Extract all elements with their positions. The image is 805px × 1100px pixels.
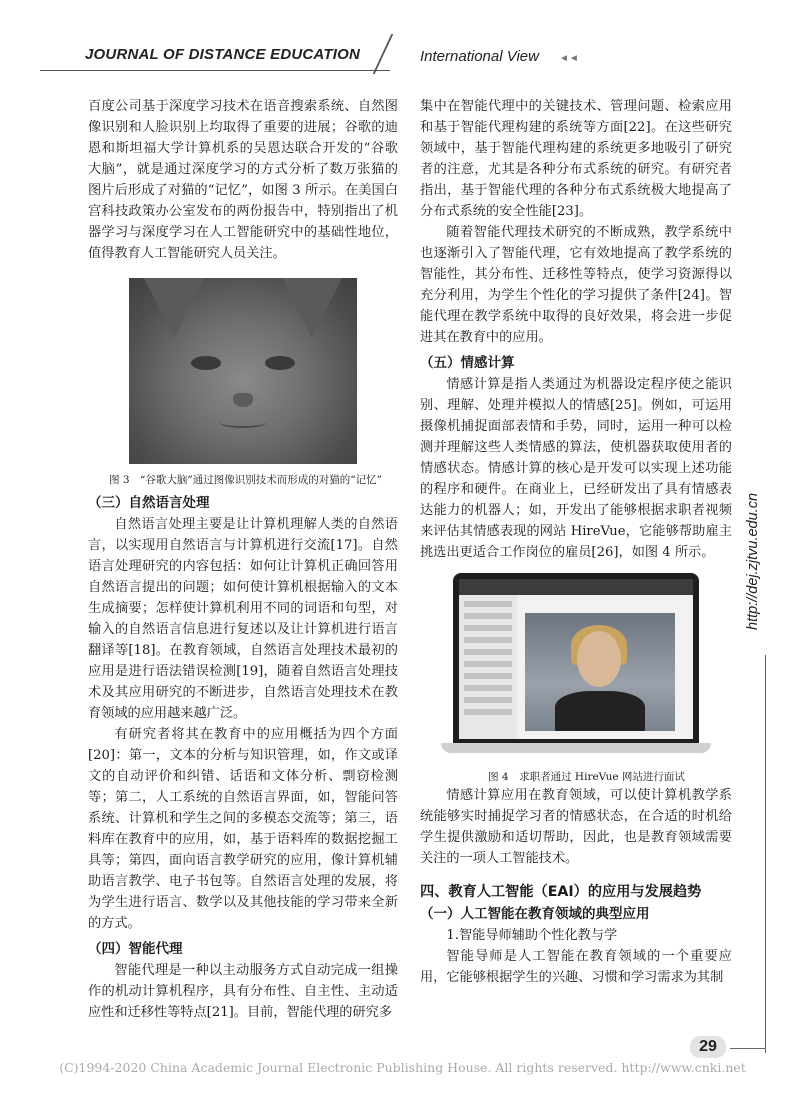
cat-eye-shape [265, 356, 295, 370]
laptop-base [441, 743, 711, 753]
left-column [88, 96, 398, 1023]
subsection-heading: （一）人工智能在教育领域的典型应用 [420, 906, 650, 922]
figure-4-caption: 图 4 求职者通过 HireVue 网站进行面试 [488, 771, 685, 783]
paragraph: 随着智能代理技术研究的不断成熟，教学系统中也逐渐引入了智能代理，它有效地提高了教学系统的智能性，其分布性、迁移性等特点，使学习资源得以充分利用，为学生个性化的学习提供了条件[24]。智能代理在教学系统中取得的良好效果，将会进一步促进其在教育中的应用。 [420, 225, 732, 345]
copyright-notice: (C)1994-2020 China Academic Journal Electronic Publishing House. All rights reserved. http://www.cnki.net [59, 1060, 746, 1075]
app-topbar [459, 579, 693, 595]
paragraph: 集中在智能代理中的关键技术、管理问题、检索应用和基于智能代理构建的系统等方面[22]。在这些研究领域中，基于智能代理构建的系统更多地吸引了研究者的注意，尤其是各种分布式系统的研究。有研究者指出，基于智能代理的各种分布式系统极大地提高了分布式系统的安全性能[23]。 [420, 99, 732, 219]
double-left-arrow-icon: ◄◄ [558, 53, 579, 64]
cat-ear-shape [277, 278, 347, 338]
cat-memory-figure [129, 278, 357, 464]
margin-rule [765, 655, 766, 1053]
section-heading: （四）智能代理 [88, 941, 183, 957]
person-head-shape [577, 631, 621, 687]
section-heading: （五）情感计算 [420, 355, 515, 371]
section-heading: （三）自然语言处理 [88, 495, 210, 511]
cat-ear-shape [139, 278, 209, 338]
paragraph: 智能代理是一种以主动服务方式自动完成一组操作的机动计算机程序，具有分布性、自主性、主动适应性和迁移性等特点[21]。目前，智能代理的研究多 [88, 963, 398, 1020]
paragraph: 情感计算应用在教育领域，可以使计算机教学系统能够实时捕捉学习者的情感状态，在合适的时机给学生提供激励和适切帮助，因此，也是教育领域需要关注的一项人工智能技术。 [420, 788, 732, 866]
section-header [420, 48, 579, 65]
paragraph: 百度公司基于深度学习技术在语音搜索系统、自然图像识别和人脸识别上均取得了重要的进展；谷歌的迪恩和斯坦福大学计算机系的吴恩达联合开发的“谷歌大脑”，就是通过深度学习的方式分析了数万张猫的图片后形成了对猫的“记忆”，如图 3 所示。在美国白宫科技政策办公室发布的两份报告中，特别指出了机器学习与深度学习在人工智能研究中的基础性地位，值得教育人工智能研究人员关注。 [88, 99, 398, 261]
page-number: 29 [690, 1036, 726, 1058]
hirevue-laptop-figure [441, 573, 711, 763]
laptop-screen [453, 573, 699, 743]
right-column [420, 96, 732, 988]
cat-mouth-shape [219, 416, 267, 428]
chapter-heading: 四、教育人工智能（EAI）的应用与发展趋势 [420, 884, 702, 900]
section-title: International View [420, 48, 539, 65]
paragraph: 智能导师是人工智能在教育领域的一个重要应用，它能够根据学生的兴趣、习惯和学习需求为其制 [420, 949, 732, 985]
journal-title: JOURNAL OF DISTANCE EDUCATION [85, 46, 360, 63]
paragraph: 有研究者将其在教育中的应用概括为四个方面[20]：第一，文本的分析与知识管理，如，作文或译文的自动评价和纠错、话语和文体分析、剽窃检测等；第二，人工系统的自然语言界面，如，智能问答系统、计算机和学生之间的多模态交流等；第三，语料库在教育中的应用，如，基于语料库的数据挖掘工具等；第四，面向语言教学研究的应用，像计算机辅助语言教学、电子书包等。自然语言处理的发展，将为学生进行语言、数学以及其他技能的学习带来全新的方式。 [88, 727, 398, 931]
page-number-rule [730, 1048, 766, 1049]
header-slash-divider [373, 34, 406, 74]
person-body-shape [555, 691, 645, 731]
subsubsection-heading: 1.智能导师辅助个性化教与学 [446, 928, 618, 943]
interview-video [525, 613, 675, 731]
figure-3-caption: 图 3 “谷歌大脑”通过图像识别技术而形成的对猫的“记忆” [109, 474, 382, 486]
journal-url: http://dej.zjtvu.edu.cn [745, 492, 761, 630]
cat-eye-shape [191, 356, 221, 370]
paragraph: 自然语言处理主要是让计算机理解人类的自然语言，以实现用自然语言与计算机进行交流[17]。自然语言处理研究的内容包括：如何让计算机正确回答用自然语言提出的问题；如何使计算机根据输入的文本生成摘要；怎样使计算机利用不同的词语和句型，对输入的自然语言信息进行复述以及让计算机进行语言翻译等[18]。在教育领域，自然语言处理技术最初的应用是进行语法错误检测[19]，随着自然语言处理技术及其应用研究的不断进步，自然语言处理技术在教育领域的应用越来越广泛。 [88, 517, 398, 721]
journal-header [40, 40, 390, 71]
app-sidebar [459, 595, 517, 739]
paragraph: 情感计算是指人类通过为机器设定程序使之能识别、理解、处理并模拟人的情感[25]。例如，可运用摄像机捕捉面部表情和手势，同时，运用一种可以检测并理解这些人类情感的算法，使机器获取使用者的情感状态。情感计算的核心是开发可以实现上述功能的程序和硬件。在商业上，已经研发出了具有情感表达能力的机器人；如，开发出了能够根据求职者视频来评估其情感表现的网站 HireVue，它能够帮助雇主挑选出更适合工作岗位的雇员[26]，如图 4 所示。 [420, 377, 732, 560]
cat-nose-shape [233, 393, 253, 407]
screen-content [459, 579, 693, 739]
